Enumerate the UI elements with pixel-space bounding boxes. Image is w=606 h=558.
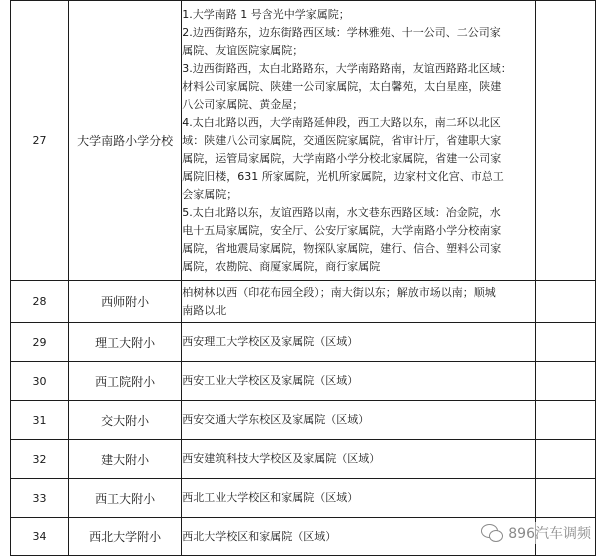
district-area — [182, 281, 536, 323]
blank-cell — [535, 401, 595, 440]
area-line: 南路以北 — [182, 303, 227, 317]
table-row-28 — [11, 281, 596, 323]
area-line: 西安交通大学东校区及家属院（区域） — [182, 413, 370, 426]
area-line: 4.太白北路以西，大学南路延伸段，西工大路以东，南二环以北区 — [182, 115, 501, 129]
area-line: 3.边西街路西，太白北路路东，大学南路路南，友谊西路路北区域： — [182, 61, 512, 75]
school-name: 大学南路小学分校 — [69, 1, 182, 281]
row-number: 31 — [11, 401, 69, 440]
blank-cell — [535, 440, 595, 479]
school-name: 西师附小 — [69, 281, 182, 323]
area-line: 材料公司家属院、陕建一公司家属院，太白馨苑，太白星座，陕建 — [182, 79, 502, 93]
district-area — [182, 1, 536, 281]
school-name: 西工院附小 — [69, 362, 182, 401]
area-line: 属院，农勘院、商厦家属院，商行家属院 — [182, 259, 381, 273]
area-line: 5.太白北路以东，友谊西路以南，水文巷东西路区域：冶金院，水 — [182, 205, 501, 219]
area-line: 域：陕建八公司家属院，交通医院家属院，省审计厅，省建职大家 — [182, 133, 502, 147]
school-name: 西北大学附小 — [69, 518, 182, 556]
table-row-33 — [11, 479, 596, 518]
district-area — [182, 440, 536, 479]
area-line: 八公司家属院、黄金屋； — [182, 97, 304, 111]
watermark-text: 896汽车调频 — [508, 526, 591, 542]
wechat-icon — [481, 524, 503, 542]
blank-cell — [535, 1, 595, 281]
school-name: 理工大附小 — [69, 323, 182, 362]
district-area — [182, 401, 536, 440]
blank-cell — [535, 479, 595, 518]
area-line: 2.边西街路东，边东街路西区域：学林雅苑、十一公司、二公司家 — [182, 25, 501, 39]
area-line: 属院，省地震局家属院，物探队家属院，建行、信合、塑料公司家 — [182, 241, 502, 255]
table-row-27 — [11, 1, 596, 281]
school-name: 建大附小 — [69, 440, 182, 479]
blank-cell — [535, 323, 595, 362]
table-row-31 — [11, 401, 596, 440]
blank-cell — [535, 362, 595, 401]
row-number: 28 — [11, 281, 69, 323]
area-line: 西北大学校区和家属院（区域） — [182, 529, 337, 543]
row-number: 32 — [11, 440, 69, 479]
row-number: 33 — [11, 479, 69, 518]
area-line: 1.大学南路 1 号含光中学家属院； — [182, 7, 350, 21]
area-line: 会家属院； — [182, 187, 238, 201]
blank-cell — [535, 281, 595, 323]
school-name: 西工大附小 — [69, 479, 182, 518]
row-number: 30 — [11, 362, 69, 401]
school-name: 交大附小 — [69, 401, 182, 440]
area-line: 西北工业大学校区和家属院（区域） — [182, 491, 359, 504]
district-area — [182, 479, 536, 518]
row-number: 29 — [11, 323, 69, 362]
row-number: 27 — [11, 1, 69, 281]
area-line: 西安建筑科技大学校区及家属院（区域） — [182, 452, 381, 465]
district-area — [182, 323, 536, 362]
area-line: 属院旧楼，631 所家属院，光机所家属院，边家村文化宫、市总工 — [182, 169, 504, 183]
area-line: 电十五局家属院，安全厅、公安厅家属院，大学南路小学分校南家 — [182, 223, 502, 237]
area-line: 柏树林以西（印花布园全段）；南大街以东；解放市场以南；顺城 — [182, 285, 496, 299]
table-row-32 — [11, 440, 596, 479]
area-line: 属院，运管局家属院，大学南路小学分校北家属院，省建一公司家 — [182, 151, 502, 165]
area-line: 西安工业大学校区及家属院（区域） — [182, 374, 359, 387]
table-row-29 — [11, 323, 596, 362]
area-line: 属院、友谊医院家属院； — [182, 43, 304, 57]
area-line: 西安理工大学校区及家属院（区域） — [182, 335, 359, 348]
row-number: 34 — [11, 518, 69, 556]
district-area — [182, 362, 536, 401]
watermark — [478, 522, 594, 544]
school-district-table — [10, 0, 596, 556]
table-row-30 — [11, 362, 596, 401]
